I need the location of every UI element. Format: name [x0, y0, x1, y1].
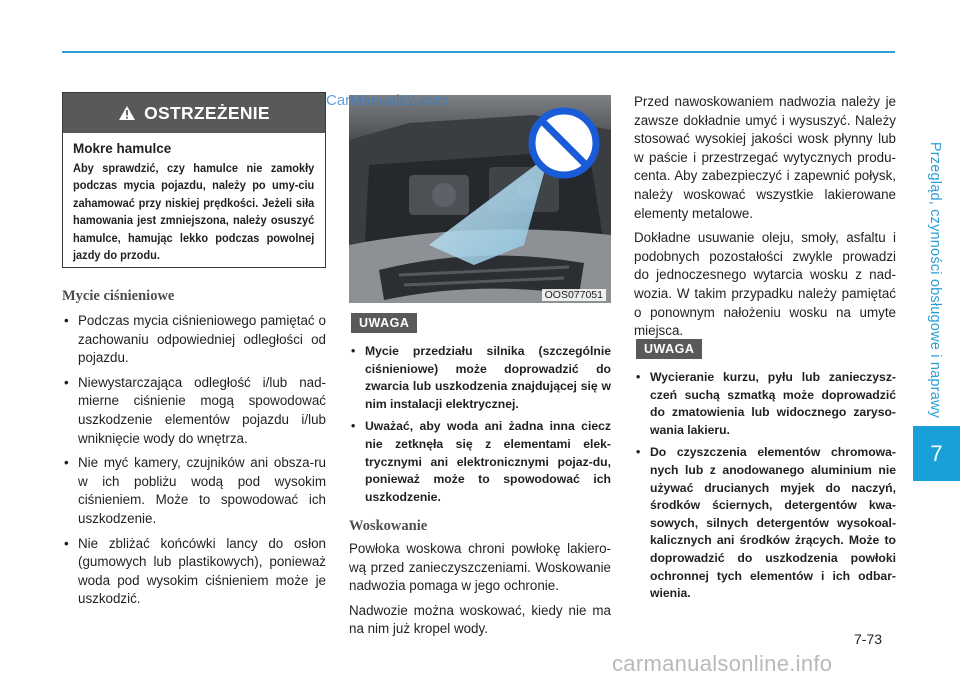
warning-text: Aby sprawdzić, czy hamulce nie zamokły podczas mycia pojazdu, należy po umy-ciu zahamować przy niskiej prędkości. Jeżeli siła hamowania jest zmniejszona, należy osuszyć hamulce, hamując lekko podczas powolnej jazdy do przodu. — [73, 162, 315, 263]
notice-list-1 — [349, 343, 611, 506]
list-item: • Mycie przedziału silnika (szczególnie ciśnieniowe) może doprowadzić do zwarcia lub uszkodzenia znajdującej się w nim instalacji elektrycznej. — [349, 343, 611, 413]
list-item: • Podczas mycia ciśnieniowego pamiętać o zachowaniu odpowiedniej odległości od pojazdu. — [62, 312, 326, 368]
list-item: • Do czyszczenia elementów chromowa-nych lub z anodowanego aluminium nie używać drucianych myjek do naczyń, środków ściernych, detergentów kwa-sowych, silnych detergentów wysokoal-kalicznych ani środków żrących. Może to doprowadzić do uszkodzenia powłoki ochronnej tych elementów i ich odbar-wienia. — [634, 444, 896, 602]
section-title-washing: Mycie ciśnieniowe — [62, 288, 175, 304]
waxing-paragraph-1: Powłoka woskowa chroni powłokę lakiero-wą przed zanieczyszczeniami. Woskowanie nadwozia pomaga w jego ochronie. — [349, 541, 611, 594]
notice-list-2 — [634, 369, 896, 603]
warning-header — [63, 93, 325, 133]
warning-box — [62, 92, 326, 268]
notice-badge-1: UWAGA — [351, 313, 417, 333]
footer-watermark[interactable]: carmanualsonline.info — [612, 651, 833, 676]
warning-title: Mokre hamulce — [73, 141, 172, 156]
section-title-waxing: Woskowanie — [349, 518, 428, 534]
chapter-tab[interactable]: 7 — [913, 426, 960, 481]
watermark[interactable]: CarManuals2.com — [326, 92, 448, 109]
top-rule — [62, 51, 895, 53]
washing-list — [62, 312, 326, 609]
chapter-side-title: Przegląd, czynności obsługowe i naprawy — [927, 141, 943, 419]
list-item: • Nie myć kamery, czujników ani obsza-ru w ich pobliżu wodą pod wysokim ciśnieniem. Może to spowodować ich uszkodzenie. — [62, 454, 326, 528]
list-item: • Uważać, aby woda ani żadna inna ciecz nie zetknęła się z elementami elek-trycznymi ani elektronicznymi pojaz-du, ponieważ może to spowodować ich uszkodzenie. — [349, 418, 611, 506]
right-paragraph-1: Przed nawoskowaniem nadwozia należy je zawsze dokładnie umyć i wysuszyć. Należy stosować wysokiej jakości wosk płynny lub w paście i przestrzegać wytycznych produ-centa. Aby zabezpieczyć i zapewnić połysk, należy woskować wszystkie lakierowane elementy metalowe. — [634, 94, 896, 221]
right-paragraph-2: Dokładne usuwanie oleju, smoły, asfaltu i podobnych pozostałości zwykle prowadzi do jednoczesnego wytarcia wosku z nad-wozia. W takim przypadku należy pamiętać o ponownym nałożeniu wosku na umyte miejsca. — [634, 230, 896, 339]
engine-bay-illustration — [349, 95, 611, 303]
warning-header-text: OSTRZEŻENIE — [144, 102, 270, 123]
waxing-paragraph-2: Nadwozie można woskować, kiedy nie ma na nim już kropel wody. — [349, 602, 611, 637]
list-item: • Nie zbliżać końcówki lancy do osłon (gumowych lub plastikowych), ponieważ woda pod wysokim ciśnieniem może je uszkodzić. — [62, 535, 326, 609]
notice-badge-2: UWAGA — [636, 339, 702, 359]
page-number: 7-73 — [854, 631, 883, 647]
figure-code: OOS077051 — [542, 289, 606, 301]
list-item: • Niewystarczająca odległość i/lub nad-mierne ciśnienie mogą spowodować uszkodzenie elementów pojazdu i/lub wniknięcie wody do wnętrza. — [62, 374, 326, 448]
warning-triangle-icon — [118, 105, 136, 121]
engine-bay-figure — [349, 95, 611, 303]
list-item: • Wycieranie kurzu, pyłu lub zanieczysz-czeń suchą szmatką może doprowadzić do zmatowienia lub widocznego zaryso-wania lakieru. — [634, 369, 896, 439]
